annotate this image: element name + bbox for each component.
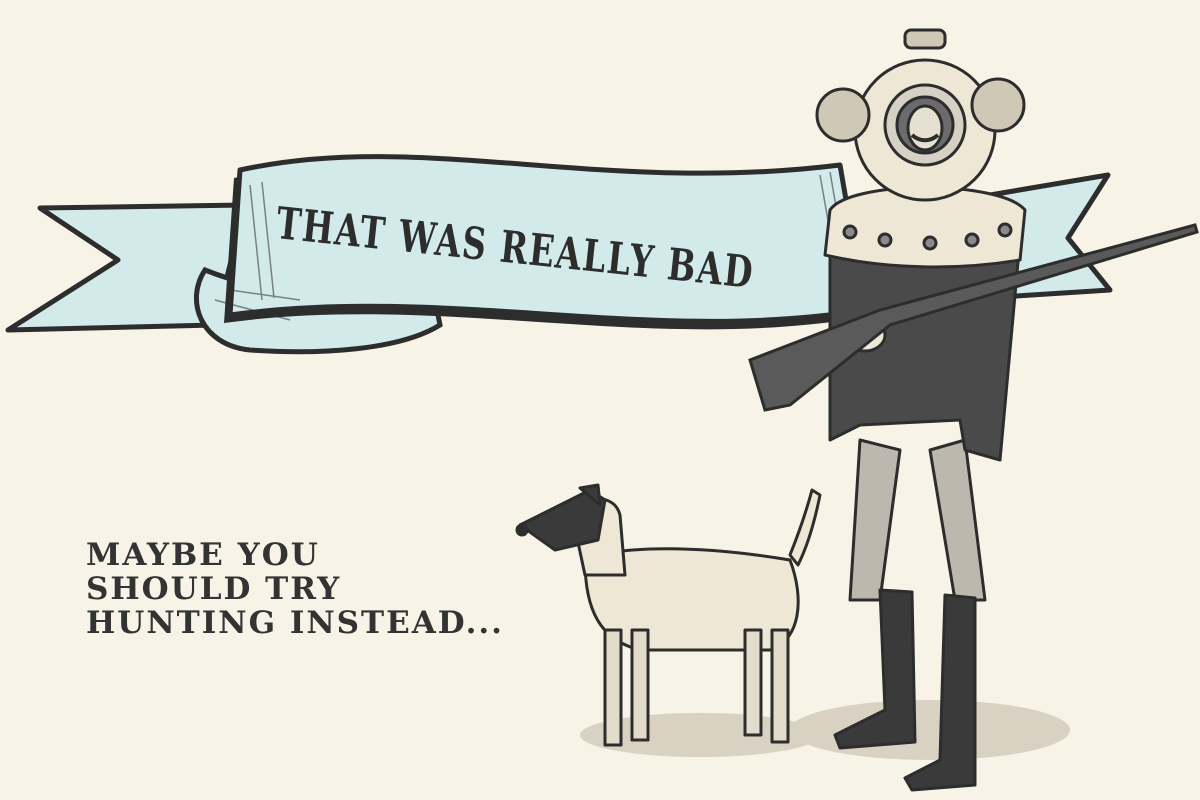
helmet-left-porthole xyxy=(817,89,869,141)
banner-text: THAT WAS REALLY BAD xyxy=(273,198,916,316)
caption-line-1: MAYBE YOU xyxy=(86,537,320,573)
helmet-right-porthole xyxy=(972,79,1024,131)
terrier-dog-illustration xyxy=(517,485,820,745)
diving-helmet-hunter-illustration xyxy=(817,30,1025,790)
caption-line-2: SHOULD TRY xyxy=(86,571,342,607)
ground-shadow xyxy=(580,700,1070,760)
caption-text xyxy=(86,538,504,640)
caption-line-3: HUNTING INSTEAD... xyxy=(86,605,504,641)
